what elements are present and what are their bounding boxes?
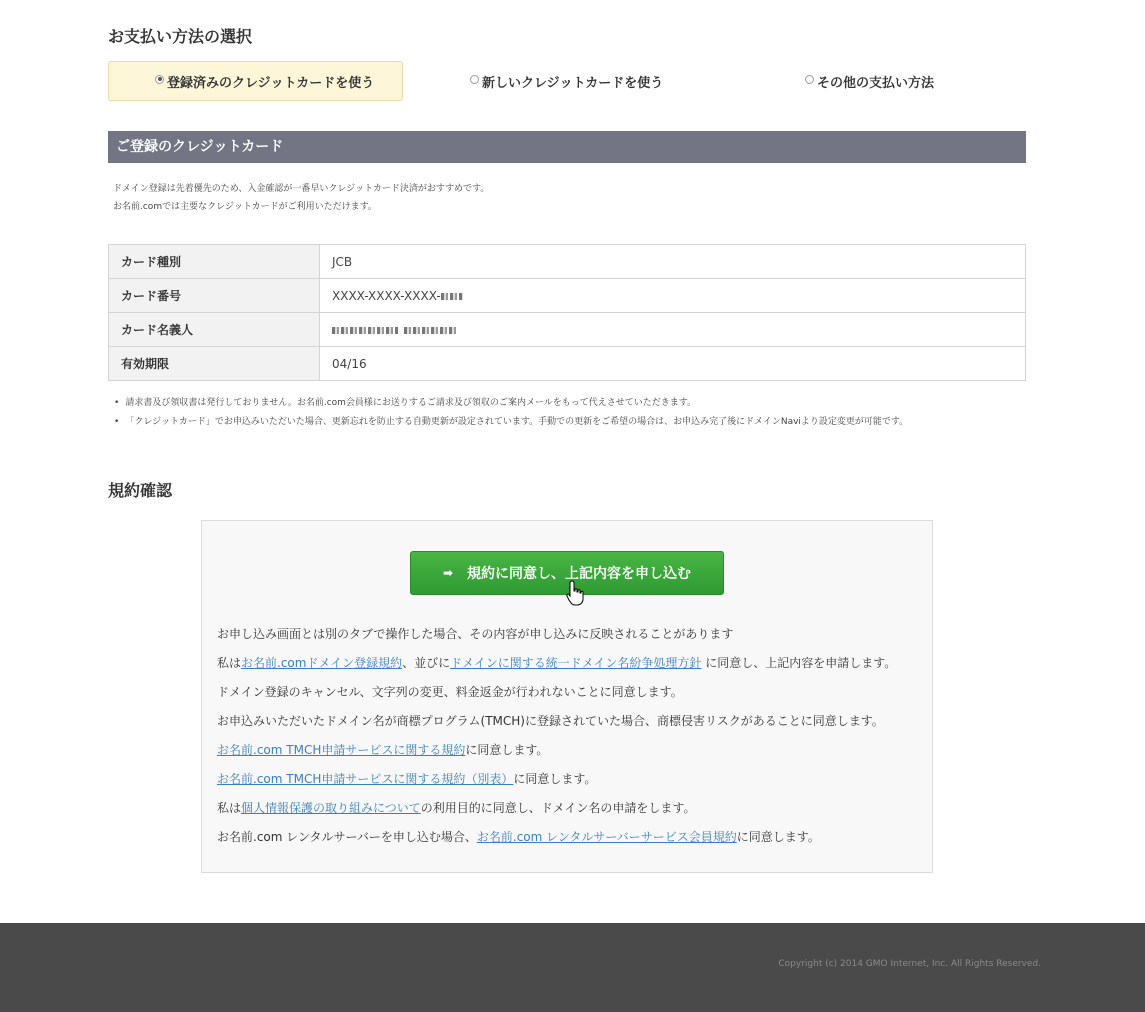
terms-text: お名前.com レンタルサーバーを申し込む場合、 [217,830,477,844]
payment-option-registered-card[interactable] [108,61,403,101]
domain-registration-terms-link[interactable]: お名前.comドメイン登録規約 [241,656,403,670]
card-note: ドメイン登録は先着優先のため、入金確認が一番早いクレジットカード決済がおすすめです。 [113,184,490,194]
card-note: お名前.comでは主要なクレジットカードがご利用いただけます。 [113,202,377,212]
payment-option-label: その他の支払い方法 [817,75,935,91]
tmch-terms-link[interactable]: お名前.com TMCH申請サービスに関する規約 [217,743,466,757]
right-arrow-icon: ➡ [442,566,454,580]
card-bullet-note: • 「クレジットカード」でお申込みいただいた場合、更新忘れを防止する自動更新が設定されています。手動での更新をご希望の場合は、お申込み完了後にドメインNaviより設定変更が可能です。 [114,414,908,427]
table-row [109,347,1026,381]
card-type-value: JCB [320,245,1026,279]
terms-line: お申込みいただいたドメイン名が商標プログラム(TMCH)に登録されていた場合、商標侵害リスクがあることに同意します。 [217,714,884,728]
agree-button-label: 規約に同意し、上記内容を申し込む [467,566,692,582]
terms-text: 私は [217,656,242,670]
card-number-label: カード番号 [109,279,320,313]
card-info-table [108,244,1026,381]
copyright-text: Copyright (c) 2014 GMO Internet, Inc. All Rights Reserved. [778,959,1041,969]
masked-holder-name [332,327,398,334]
card-type-label: カード種別 [109,245,320,279]
terms-line [217,799,695,816]
masked-digits [441,293,463,300]
terms-text: に同意します。 [465,743,549,757]
payment-option-label: 新しいクレジットカードを使う [482,75,664,91]
terms-text: の利用目的に同意し、ドメイン名の申請をします。 [420,801,696,815]
terms-heading: 規約確認 [108,481,173,500]
terms-line [217,828,820,845]
terms-line: お申し込み画面とは別のタブで操作した場合、その内容が申し込みに反映されることがあります [217,627,734,641]
radio-unselected-icon[interactable] [805,75,814,84]
tmch-terms-appendix-link[interactable]: お名前.com TMCH申請サービスに関する規約（別表） [217,772,514,786]
table-row [109,279,1026,313]
dispute-policy-link[interactable]: ドメインに関する統一ドメイン名紛争処理方針 [450,656,702,670]
card-holder-cell [320,313,1026,347]
terms-text: に同意します。 [513,772,597,786]
card-bullet-note: • 請求書及び領収書は発行しておりません。お名前.com会員様にお送りするご請求及び領収のご案内メールをもって代えさせていただきます。 [114,395,696,408]
terms-text: 私は [217,801,242,815]
footer [0,923,1145,1012]
terms-line [217,654,896,671]
expiry-label: 有効期限 [109,347,320,381]
radio-unselected-icon[interactable] [470,75,479,84]
terms-line [217,741,548,758]
expiry-value: 04/16 [320,347,1026,381]
terms-text: 、並びに [402,656,451,670]
card-holder-label: カード名義人 [109,313,320,347]
payment-option-label: 登録済みのクレジットカードを使う [167,75,375,91]
table-row [109,245,1026,279]
privacy-policy-link[interactable]: 個人情報保護の取り組みについて [241,801,421,815]
rental-server-terms-link[interactable]: お名前.com レンタルサーバーサービス会員規約 [476,830,737,844]
registered-card-section-title: ご登録のクレジットカード [108,131,1026,163]
terms-text: に同意し、上記内容を申請します。 [701,656,897,670]
card-number-cell [320,279,1026,313]
terms-text: に同意します。 [736,830,820,844]
table-row [109,313,1026,347]
masked-holder-name [404,327,456,334]
terms-line: ドメイン登録のキャンセル、文字列の変更、料金返金が行われないことに同意します。 [217,685,683,699]
card-number-value: XXXX-XXXX-XXXX- [332,288,441,303]
radio-selected-icon[interactable] [155,75,164,84]
hand-pointer-icon [566,580,584,606]
payment-method-heading: お支払い方法の選択 [108,27,253,46]
payment-option-new-card[interactable] [470,61,730,101]
payment-option-other[interactable] [805,61,1005,101]
terms-line [217,770,596,787]
